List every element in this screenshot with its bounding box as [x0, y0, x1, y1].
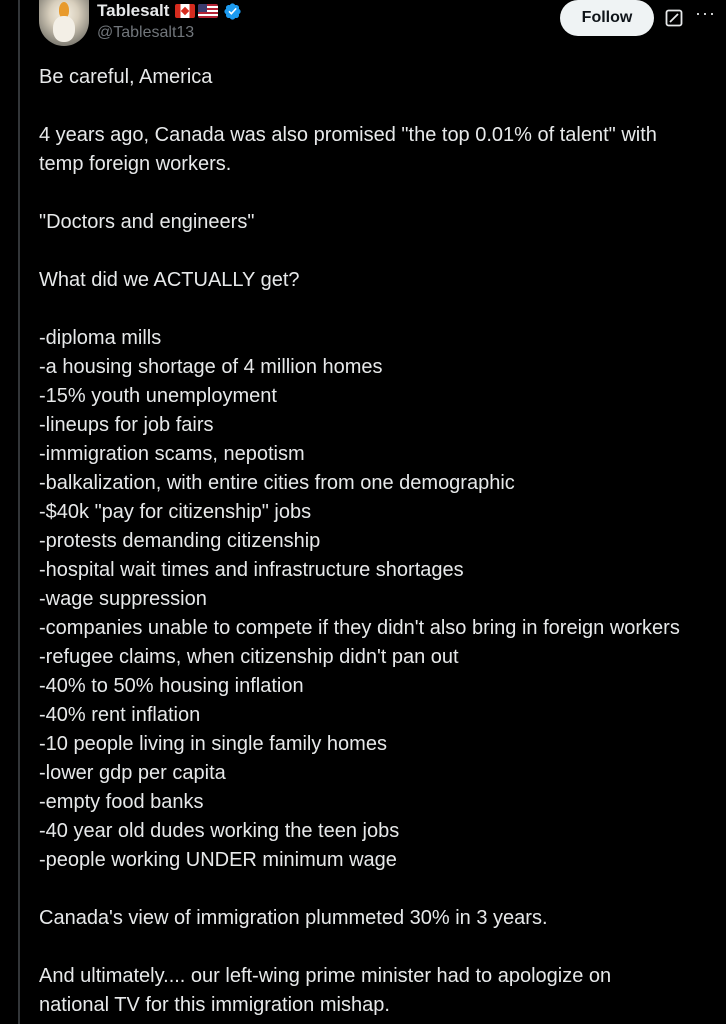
- usa-flag-icon: [198, 4, 218, 18]
- list-item: -$40k "pay for citizenship" jobs: [39, 501, 312, 523]
- post-quote: "Doctors and engineers": [39, 211, 255, 233]
- author-name-row: [97, 0, 242, 22]
- list-item: -protests demanding citizenship: [39, 530, 321, 552]
- list-item: -a housing shortage of 4 million homes: [39, 356, 383, 378]
- thread-connector-line: [18, 0, 20, 1024]
- list-item: -lower gdp per capita: [39, 762, 226, 784]
- list-item: -15% youth unemployment: [39, 385, 277, 407]
- author-handle[interactable]: @Tablesalt13: [97, 24, 195, 41]
- post-closing-line: national TV for this immigration mishap.: [39, 994, 390, 1016]
- list-item: -empty food banks: [39, 791, 204, 813]
- paragraph-spacer: [39, 237, 723, 266]
- list-item: -40% rent inflation: [39, 704, 201, 726]
- list-item: -diploma mills: [39, 327, 162, 349]
- list-item: -immigration scams, nepotism: [39, 443, 305, 465]
- post-closing: Canada's view of immigration plummeted 30% in 3 years.: [39, 907, 548, 929]
- paragraph-spacer: [39, 179, 723, 208]
- paragraph-spacer: [39, 933, 723, 962]
- paragraph-spacer: [39, 92, 723, 121]
- post-text: [39, 63, 723, 1020]
- more-options-icon[interactable]: ···: [695, 3, 716, 23]
- avatar[interactable]: [39, 0, 89, 46]
- verified-badge-icon[interactable]: [223, 2, 242, 21]
- canada-flag-icon: [175, 4, 195, 18]
- avatar-face-shape: [53, 16, 75, 42]
- list-item: -10 people living in single family homes: [39, 733, 387, 755]
- list-item: -balkalization, with entire cities from one demographic: [39, 472, 515, 494]
- paragraph-spacer: [39, 875, 723, 904]
- paragraph-spacer: [39, 295, 723, 324]
- author-display-name[interactable]: Tablesalt: [97, 1, 170, 20]
- list-item: -40% to 50% housing inflation: [39, 675, 304, 697]
- post-closing-line: And ultimately.... our left-wing prime minister had to apologize on: [39, 965, 612, 987]
- follow-button[interactable]: Follow: [560, 0, 654, 36]
- post-paragraph-line: 4 years ago, Canada was also promised "the top 0.01% of talent" with: [39, 124, 657, 146]
- list-item: -companies unable to compete if they didn't also bring in foreign workers: [39, 617, 680, 639]
- list-item: -40 year old dudes working the teen jobs: [39, 820, 400, 842]
- list-item: -refugee claims, when citizenship didn't pan out: [39, 646, 459, 668]
- post-intro: Be careful, America: [39, 66, 213, 88]
- list-item: -lineups for job fairs: [39, 414, 214, 436]
- grok-icon[interactable]: [665, 9, 683, 27]
- list-item: -wage suppression: [39, 588, 207, 610]
- list-item: -hospital wait times and infrastructure shortages: [39, 559, 464, 581]
- post-paragraph-line: temp foreign workers.: [39, 153, 232, 175]
- list-item: -people working UNDER minimum wage: [39, 849, 397, 871]
- post-question: What did we ACTUALLY get?: [39, 269, 300, 291]
